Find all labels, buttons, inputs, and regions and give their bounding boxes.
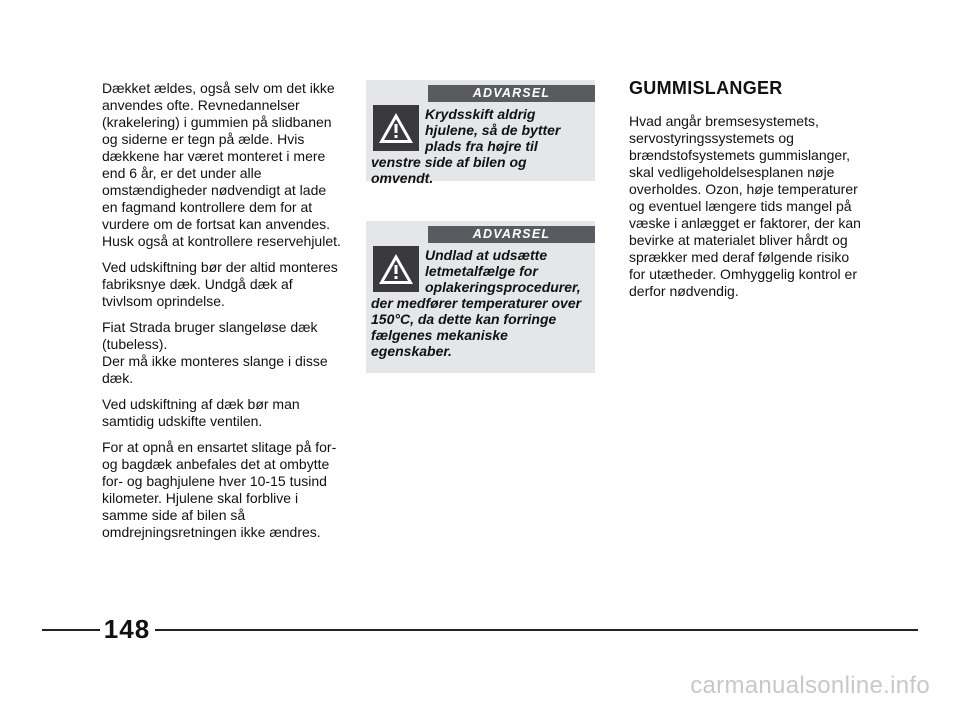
footer-rule-right: [155, 629, 918, 631]
warning-label: ADVARSEL: [428, 226, 595, 243]
warning-text: Krydsskift aldrig hjulene, så de bytter plads fra højre til venstre side af bilen og omvendt.: [371, 106, 561, 186]
warning-triangle-icon: [373, 246, 419, 292]
warning-triangle-icon: [373, 105, 419, 151]
warning-label: ADVARSEL: [428, 85, 595, 102]
warning-header: [371, 226, 589, 244]
warning-box-alloy-rims: [366, 221, 595, 373]
paragraph-tire-aging: Dækket ældes, også selv om det ikke anvendes ofte. Revnedannelser (krakelering) i gummien på slidbanen og siderne er tegn på ælde. Hvis dækkene har været monteret i mere end 6 år, er det under alle omstændigheder nødvendigt at lade en fagmand kontrollere dem for at vurdere om de fortsat kan anvendes. Husk også at kontrollere reservehjulet.: [102, 80, 341, 249]
footer-rule-left: [42, 629, 100, 631]
left-text-column: [102, 80, 342, 550]
paragraph-rubber-hoses: Hvad angår bremsesystemets, servostyringssystemets og brændstofsystemets gummislanger, skal vedligeholdelsesplanen nøje overholdes. Ozon, høje temperaturer og eventuel længere tids mangel på væske i anlægget er faktorer, der kan bevirke at materialet bliver hårdt og sprækker med deraf følgende risiko for utætheder. Omhyggelig kontrol er derfor nødvendig.: [629, 113, 861, 299]
warning-text: Undlad at udsætte letmetalfælge for oplakeringsprocedurer, der medfører temperaturer over 150°C, da dette kan forringe fælgenes mekaniske egenskaber.: [371, 247, 582, 359]
warning-box-cross-swap: [366, 80, 595, 186]
right-text-column: [629, 78, 864, 300]
paragraph-valve: Ved udskiftning af dæk bør man samtidig udskifte ventilen.: [102, 396, 300, 429]
warning-header: [371, 85, 589, 103]
section-heading: GUMMISLANGER: [629, 78, 783, 98]
paragraph-tubeless: Fiat Strada bruger slangeløse dæk (tubeless). Der må ikke monteres slange i disse dæk.: [102, 319, 328, 386]
page-number: 148: [103, 614, 151, 644]
paragraph-rotation: For at opnå en ensartet slitage på for- og bagdæk anbefales det at ombytte for- og baghjulene hver 10-15 tusind kilometer. Hjulene skal forblive i samme side af bilen så omdrejningsretningen ikke ændres.: [102, 439, 337, 540]
watermark: carmanualsonline.info: [690, 672, 930, 699]
paragraph-new-tires: Ved udskiftning bør der altid monteres fabriksnye dæk. Undgå dæk af tvivlsom oprindelse.: [102, 259, 338, 309]
